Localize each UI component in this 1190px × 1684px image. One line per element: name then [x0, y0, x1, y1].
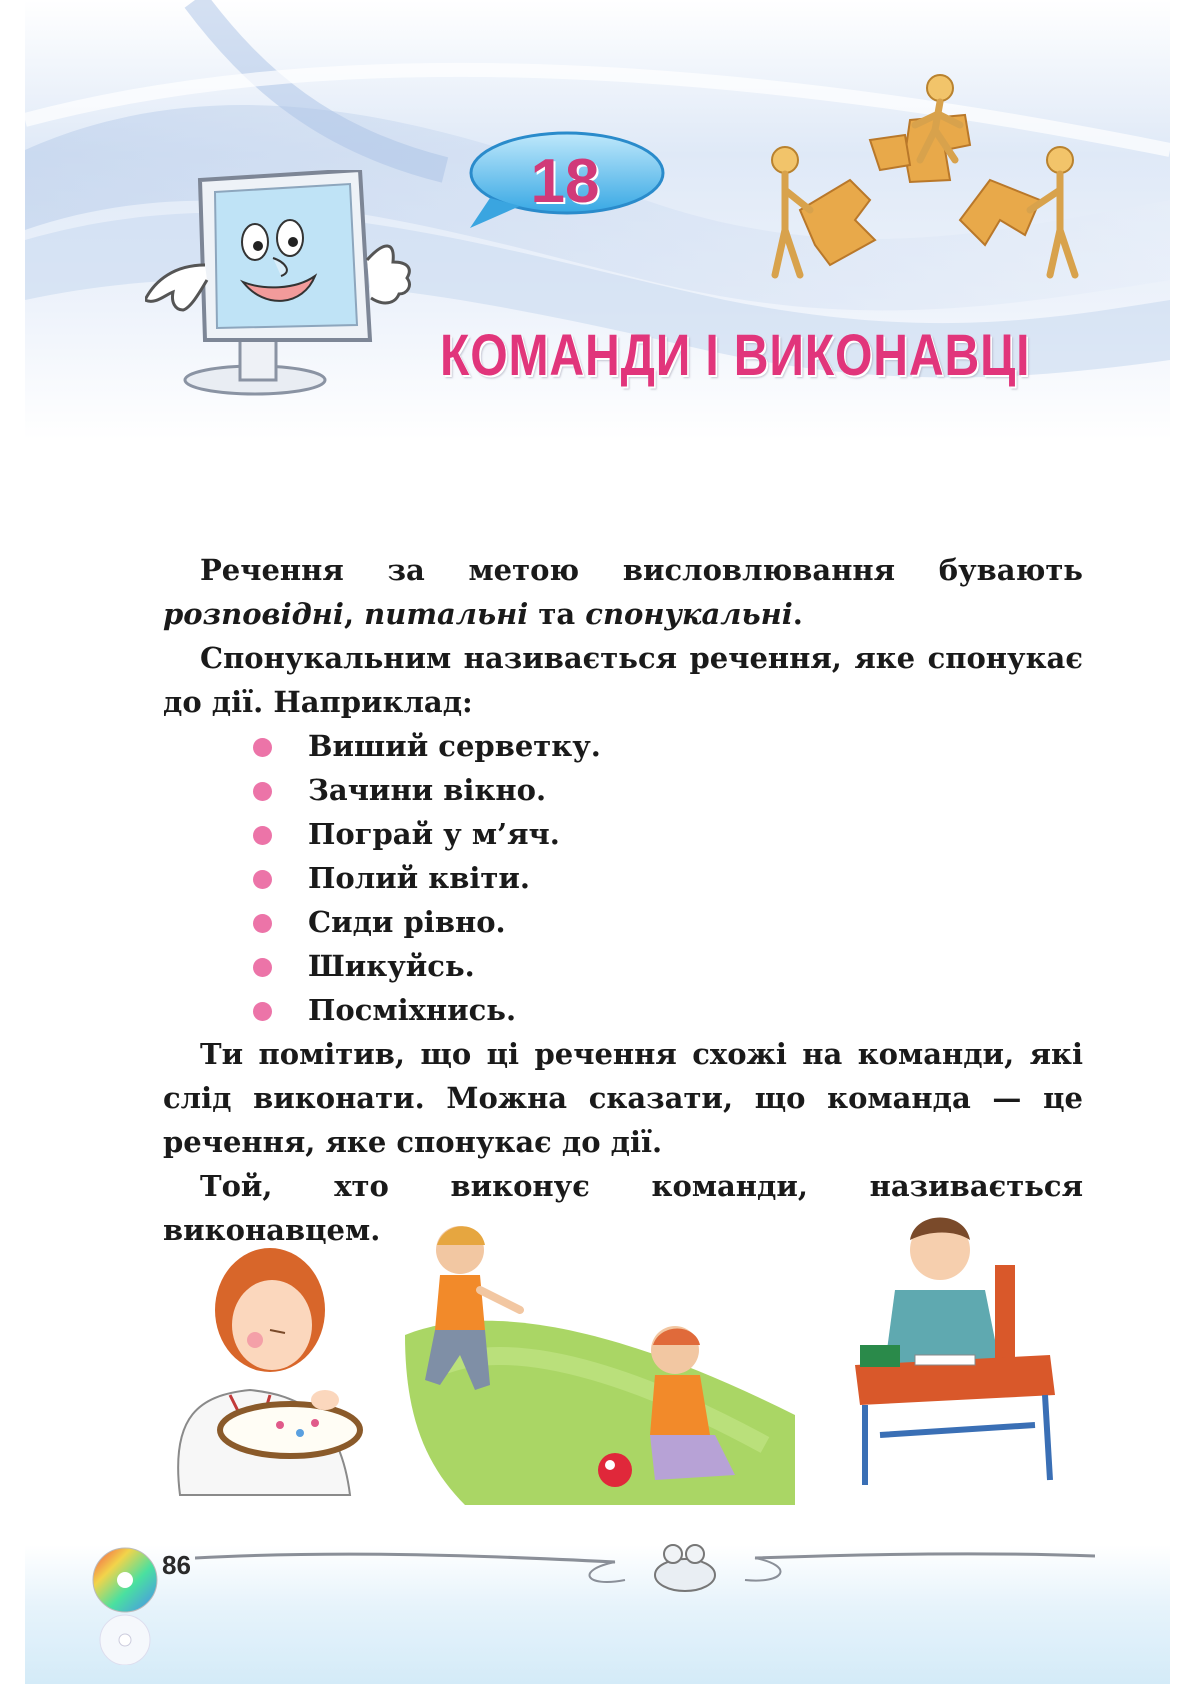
term-command: команда — [827, 1081, 971, 1115]
paragraph-types — [163, 548, 1083, 636]
team-puzzle-icon — [760, 70, 1100, 295]
paragraph-text: , — [343, 597, 365, 631]
list-item: Пограй у м’яч. — [253, 812, 1083, 856]
list-item: Зачини вікно. — [253, 768, 1083, 812]
kids-playing-ball-illustration — [405, 1215, 795, 1505]
list-item: Посміхнись. — [253, 988, 1083, 1032]
paragraph-text: Речення за метою висловлювання бувають — [200, 553, 1083, 587]
monitor-mascot-icon — [145, 170, 455, 400]
term-declarative: розповідні — [163, 597, 344, 631]
paragraph-text: Той, хто виконує команди, називається — [200, 1169, 1083, 1203]
paragraph-text: Ти помітив, що ці речення схожі на команди, які слід виконати. Можна сказати, що — [163, 1037, 1083, 1115]
term-imperative: спонукальні — [585, 597, 793, 631]
paragraph-text: та — [528, 597, 586, 631]
list-item: Шикуйсь. — [253, 944, 1083, 988]
page-number: 86 — [162, 1550, 191, 1580]
examples-list — [253, 724, 1083, 1032]
main-content — [163, 548, 1083, 1252]
chapter-badge — [465, 128, 665, 238]
page-title: КОМАНДИ І ВИКОНАВЦІ — [440, 323, 1031, 388]
paragraph-text: . — [792, 597, 803, 631]
list-item: Виший серветку. — [253, 724, 1083, 768]
term-executor: виконавцем — [163, 1213, 371, 1247]
girl-embroidering-illustration — [160, 1215, 380, 1505]
paragraph-text: — це речення, яке спонукає до дії. — [163, 1081, 1083, 1159]
term-interrogative: питальні — [364, 597, 529, 631]
paragraph-definition: Спонукальним називається речення, яке спонукає до дії. Наприклад: — [163, 641, 1083, 719]
mouse-icon — [195, 1540, 1095, 1600]
paragraph-text: . — [370, 1213, 381, 1247]
boy-at-desk-illustration — [845, 1195, 1060, 1495]
list-item: Сиди рівно. — [253, 900, 1083, 944]
paragraph-command — [163, 1032, 1083, 1164]
list-item: Полий квіти. — [253, 856, 1083, 900]
cd-disc-icon — [90, 1545, 160, 1665]
chapter-number: 18 — [530, 147, 600, 216]
